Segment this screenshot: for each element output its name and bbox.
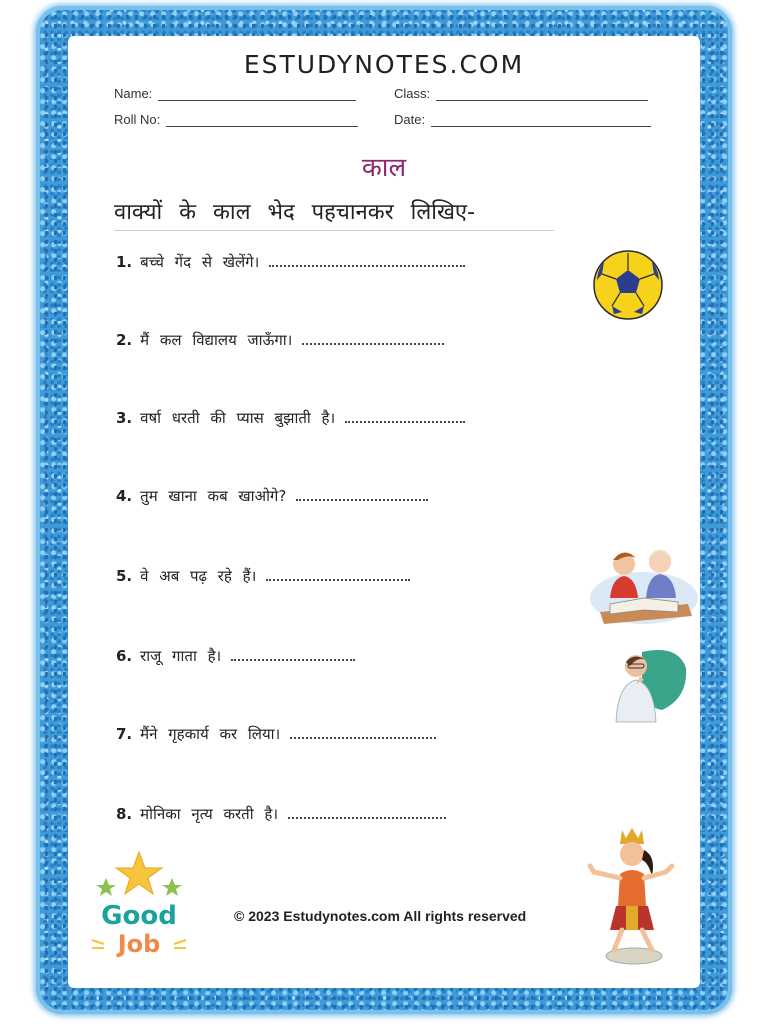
reading-children-illustration bbox=[588, 542, 700, 626]
question-4 bbox=[116, 486, 428, 506]
thinking-man-illustration bbox=[612, 644, 688, 724]
name-label: Name: bbox=[114, 86, 153, 101]
answer-blank[interactable] bbox=[288, 807, 446, 819]
question-number: 6. bbox=[116, 647, 133, 665]
worksheet-sheet bbox=[68, 36, 700, 988]
question-number: 1. bbox=[116, 253, 133, 271]
question-text: तुम खाना कब खाओगे? bbox=[140, 487, 287, 505]
question-3 bbox=[116, 408, 465, 428]
name-line[interactable] bbox=[158, 88, 356, 101]
good-job-badge bbox=[90, 848, 188, 958]
question-text: मोनिका नृत्य करती है। bbox=[140, 805, 279, 823]
question-5 bbox=[116, 566, 410, 586]
question-text: बच्चे गेंद से खेलेंगे। bbox=[140, 253, 260, 271]
question-number: 4. bbox=[116, 487, 133, 505]
question-number: 8. bbox=[116, 805, 133, 823]
question-text: राजू गाता है। bbox=[140, 647, 222, 665]
date-line[interactable] bbox=[431, 114, 651, 127]
question-1 bbox=[116, 252, 465, 272]
class-field bbox=[394, 86, 648, 101]
answer-blank[interactable] bbox=[231, 649, 355, 661]
rollno-label: Roll No: bbox=[114, 112, 161, 127]
question-8 bbox=[116, 804, 446, 824]
question-number: 3. bbox=[116, 409, 133, 427]
answer-blank[interactable] bbox=[269, 255, 465, 267]
name-field bbox=[114, 86, 356, 101]
question-number: 2. bbox=[116, 331, 133, 349]
question-text: मैं कल विद्यालय जाऊँगा। bbox=[140, 331, 293, 349]
answer-blank[interactable] bbox=[290, 727, 436, 739]
question-7 bbox=[116, 724, 436, 744]
badge-job-text: Job bbox=[117, 930, 161, 958]
class-label: Class: bbox=[394, 86, 431, 101]
dancer-illustration bbox=[582, 826, 676, 966]
class-line[interactable] bbox=[436, 88, 648, 101]
rollno-line[interactable] bbox=[166, 114, 358, 127]
rollno-field bbox=[114, 112, 358, 127]
badge-good-text: Good bbox=[101, 901, 177, 931]
date-label: Date: bbox=[394, 112, 426, 127]
worksheet-topic: काल bbox=[361, 153, 407, 183]
question-number: 5. bbox=[116, 567, 133, 585]
site-title: ESTUDYNOTES.COM bbox=[243, 50, 525, 79]
copyright-footer: © 2023 Estudynotes.com All rights reserved bbox=[234, 908, 527, 924]
question-number: 7. bbox=[116, 725, 133, 743]
soccer-ball-icon bbox=[592, 248, 664, 322]
question-6 bbox=[116, 646, 355, 666]
answer-blank[interactable] bbox=[345, 411, 465, 423]
answer-blank[interactable] bbox=[302, 333, 444, 345]
question-text: वे अब पढ़ रहे हैं। bbox=[140, 567, 257, 585]
answer-blank[interactable] bbox=[266, 569, 410, 581]
date-field bbox=[394, 112, 651, 127]
question-text: वर्षा धरती की प्यास बुझाती है। bbox=[140, 409, 336, 427]
question-2 bbox=[116, 330, 444, 350]
question-text: मैंने गृहकार्य कर लिया। bbox=[140, 725, 281, 743]
answer-blank[interactable] bbox=[296, 489, 428, 501]
worksheet-instruction: वाक्यों के काल भेद पहचानकर लिखिए- bbox=[114, 196, 554, 231]
